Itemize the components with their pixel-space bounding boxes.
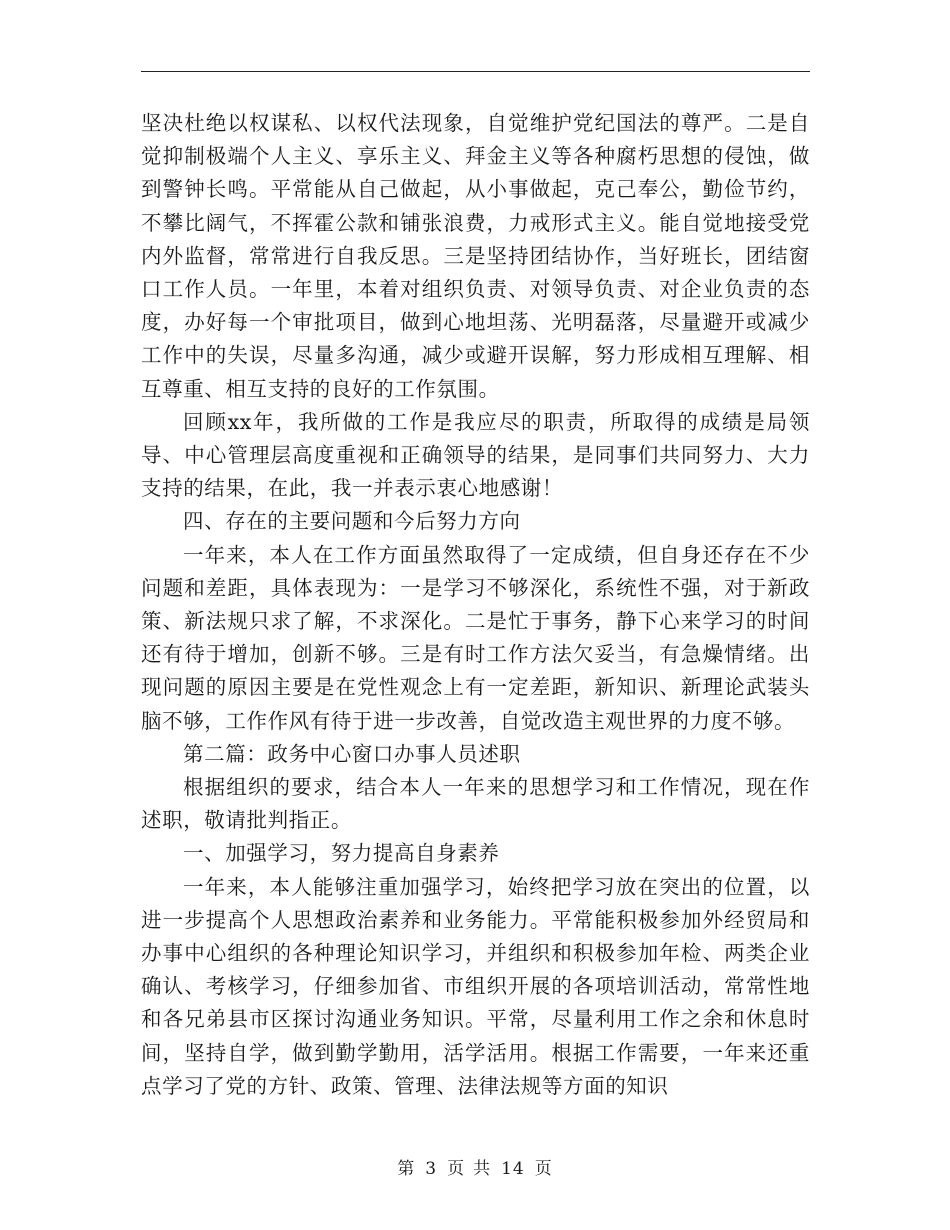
- document-body: [141, 107, 810, 1103]
- footer-total-word: 共: [473, 1159, 492, 1179]
- footer-suffix: 页: [534, 1159, 553, 1179]
- chapter-heading: 第二篇：政务中心窗口办事人员述职: [183, 741, 521, 766]
- total-pages-number: 14: [501, 1159, 525, 1179]
- current-page-number: 3: [425, 1159, 438, 1179]
- paragraph: 一年来，本人在工作方面虽然取得了一定成绩，但自身还存在不少问题和差距，具体表现为：一是学习不够深化，系统性不强，对于新政策、新法规只求了解，不求深化。二是忙于事务，静下心来学习的时间还有待于增加，创新不够。三是有时工作方法欠妥当，有急燥情绪。出现问题的原因主要是在党性观念上有一定差距，新知识、新理论武装头脑不够，工作作风有待于进一步改善，自觉改造主观世界的力度不够。: [141, 542, 810, 733]
- section-heading: 一、加强学习，努力提高自身素养: [183, 841, 500, 866]
- header-rule: [141, 71, 810, 72]
- page-footer: [0, 1154, 950, 1179]
- paragraph: 一年来，本人能够注重加强学习，始终把学习放在突出的位置，以进一步提高个人思想政治素养和业务能力。平常能积极参加外经贸局和办事中心组织的各种理论知识学习，并组织和积极参加年检、两类企业确认、考核学习，仔细参加省、市组织开展的各项培训活动，常常性地和各兄弟县市区探讨沟通业务知识。平常，尽量利用工作之余和休息时间，坚持自学，做到勤学勤用，活学活用。根据工作需要，一年来还重点学习了党的方针、政策、管理、法律法规等方面的知识: [141, 874, 810, 1098]
- paragraph: 回顾xx年，我所做的工作是我应尽的职责，所取得的成绩是局领导、中心管理层高度重视和正确领导的结果，是同事们共同努力、大力支持的结果，在此，我一并表示衷心地感谢！: [141, 409, 810, 501]
- paragraph: 根据组织的要求，结合本人一年来的思想学习和工作情况，现在作述职，敬请批判指正。: [141, 775, 810, 833]
- paragraph: 坚决杜绝以权谋私、以权代法现象，自觉维护党纪国法的尊严。二是自觉抑制极端个人主义、享乐主义、拜金主义等各种腐朽思想的侵蚀，做到警钟长鸣。平常能从自己做起，从小事做起，克己奉公，勤俭节约，不攀比阔气，不挥霍公款和铺张浪费，力戒形式主义。能自觉地接受党内外监督，常常进行自我反思。三是坚持团结协作，当好班长，团结窗口工作人员。一年里，本着对组织负责、对领导负责、对企业负责的态度，办好每一个审批项目，做到心地坦荡、光明磊落，尽量避开或减少工作中的失误，尽量多沟通，减少或避开误解，努力形成相互理解、相互尊重、相互支持的良好的工作氛围。: [141, 111, 810, 401]
- section-heading: 四、存在的主要问题和今后努力方向: [183, 509, 521, 534]
- footer-prefix: 第: [397, 1159, 416, 1179]
- footer-page-word: 页: [447, 1159, 466, 1179]
